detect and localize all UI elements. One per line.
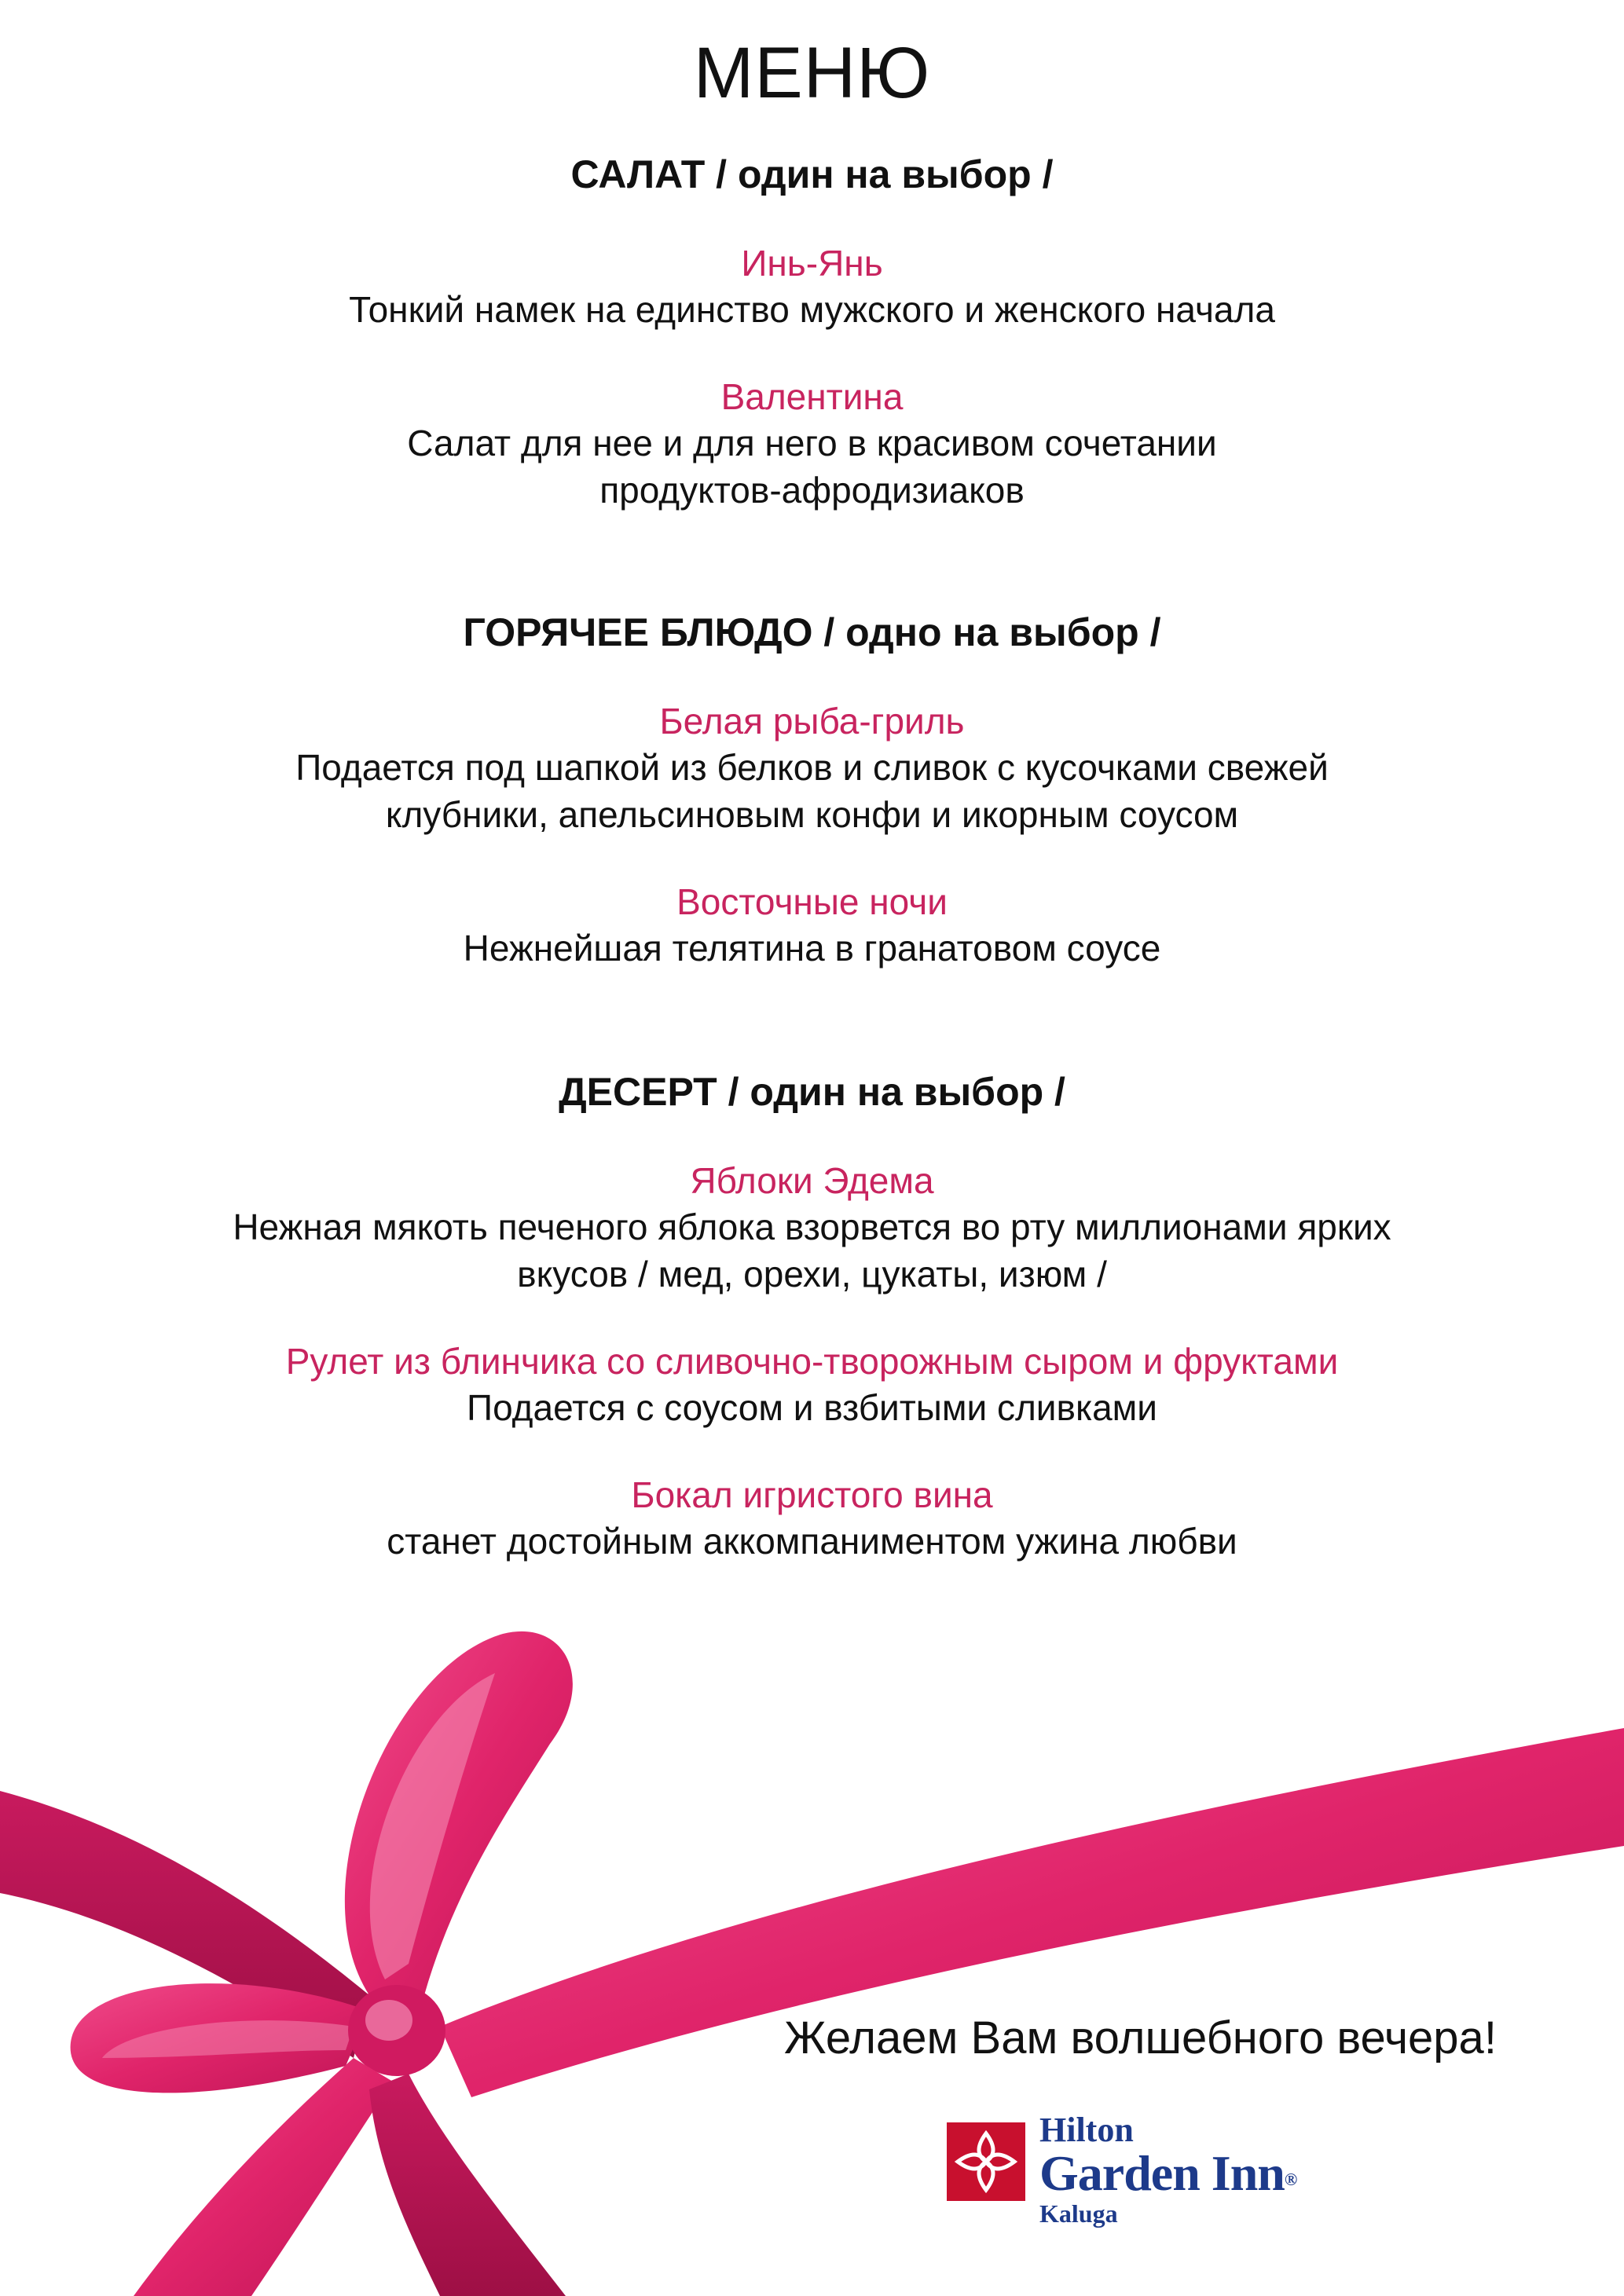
dish-description: Салат для нее и для него в красивом сочетании продуктов-афродизиаков [407, 423, 1217, 511]
dish-description: Нежная мякоть печеного яблока взорвется во рту миллионами ярких вкусов / мед, орехи, цукаты, изюм / [233, 1207, 1391, 1294]
dish-name: Бокал игристого вина [631, 1474, 993, 1515]
section-hot-dish [0, 609, 1624, 972]
dish-name: Валентина [720, 376, 904, 417]
dish-item [0, 698, 1624, 838]
dish-description: Подается с соусом и взбитыми сливками [467, 1387, 1157, 1428]
section-heading: ДЕСЕРТ / один на выбор / [559, 1070, 1065, 1114]
dish-item [0, 240, 1624, 333]
dish-item [0, 1158, 1624, 1298]
dish-description: Тонкий намек на единство мужского и женского начала [349, 289, 1275, 330]
section-heading: ГОРЯЧЕЕ БЛЮДО / одно на выбор / [463, 610, 1161, 654]
dish-description: Подается под шапкой из белков и сливок с кусочками свежей клубники, апельсиновым конфи и икорным соусом [295, 747, 1329, 835]
hilton-garden-inn-logo [947, 2113, 1418, 2239]
registered-mark: ® [1284, 2170, 1297, 2189]
dish-description: станет достойным аккомпаниментом ужина любви [387, 1521, 1237, 1562]
dish-description: Нежнейшая телятина в гранатовом соусе [463, 928, 1161, 969]
menu-title: МЕНЮ [693, 33, 931, 113]
section-heading: САЛАТ / один на выбор / [570, 152, 1054, 196]
logo-garden-inn-text: Garden Inn [1039, 2145, 1285, 2201]
wish-text: Желаем Вам волшебного вечера! [784, 2012, 1497, 2063]
dish-item [0, 1472, 1624, 1565]
section-dessert [0, 1068, 1624, 1565]
hilton-garden-inn-flower-icon [947, 2122, 1025, 2201]
logo-city: Kaluga [1039, 2199, 1118, 2228]
logo-garden-inn [1039, 2145, 1297, 2201]
dish-name: Белая рыба-гриль [659, 701, 965, 742]
logo-text [1039, 2113, 1296, 2228]
section-salad [0, 151, 1624, 514]
dish-item [0, 879, 1624, 972]
dish-name: Инь-Янь [741, 243, 883, 284]
dish-item [0, 1338, 1624, 1431]
dish-name: Яблоки Эдема [690, 1160, 934, 1201]
dish-item [0, 374, 1624, 514]
dish-name: Восточные ночи [676, 881, 948, 922]
dish-name: Рулет из блинчика со сливочно-творожным сыром и фруктами [285, 1341, 1339, 1382]
logo-hilton: Hilton [1039, 2111, 1134, 2149]
